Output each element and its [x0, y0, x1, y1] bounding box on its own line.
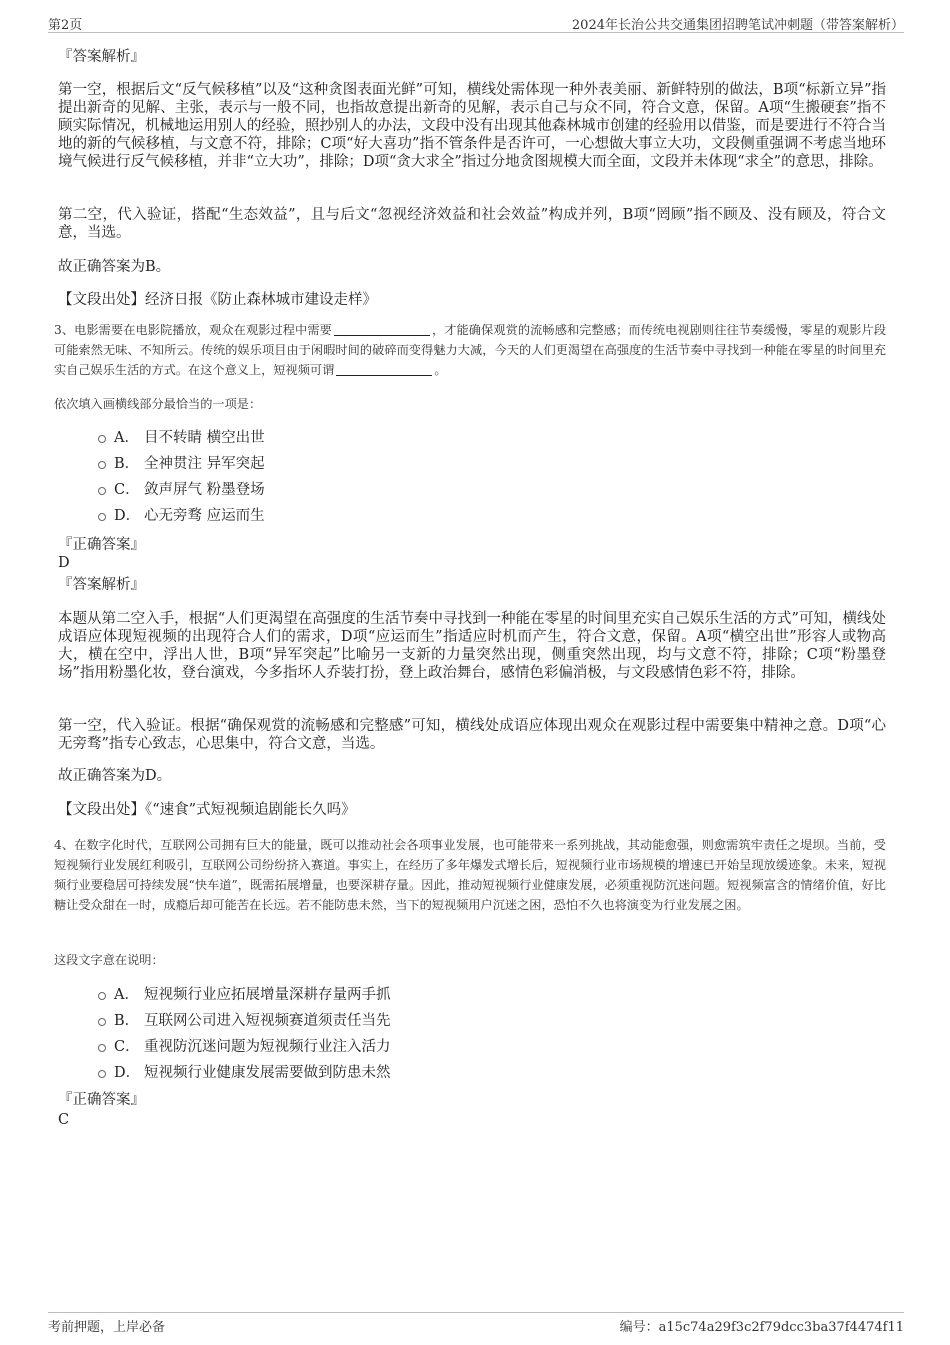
q3-option-c[interactable]: C． 敛声屏气 粉墨登场 — [98, 480, 265, 500]
analysis-paragraph-2: 第一空，代入验证。根据“确保观赏的流畅感和完整感”可知，横线处成语应体现出观众在观影过程中需要集中精神之意。D项“心无旁骛”指专心致志，心思集中，符合文意，当选。 — [58, 718, 886, 752]
page-footer — [48, 1312, 904, 1333]
question-3-prompt: 依次填入画横线部分最恰当的一项是： — [54, 397, 262, 411]
q4-option-a[interactable]: A． 短视频行业应拓展增量深耕存量两手抓 — [98, 985, 391, 1005]
q3-option-d[interactable]: D． 心无旁骛 应运而生 — [98, 506, 265, 526]
radio-button-icon[interactable] — [98, 1070, 106, 1078]
radio-button-icon[interactable] — [98, 992, 106, 1000]
analysis-label: 『答案解析』 — [58, 577, 145, 593]
radio-button-icon[interactable] — [98, 1044, 106, 1052]
analysis-paragraph-2: 第二空，代入验证，搭配“生态效益”，且与后文“忽视经济效益和社会效益”构成并列，B项“罔顾”指不顾及、没有顾及，符合文意，当选。 — [58, 207, 886, 241]
analysis-label: 『答案解析』 — [58, 49, 145, 65]
page-number: 第2页 — [48, 18, 83, 33]
footer-slogan: 考前押题，上岸必备 — [48, 1320, 166, 1335]
page-header — [48, 14, 904, 33]
fill-blank-2 — [336, 374, 432, 376]
source-citation: 【文段出处】《“速食”式短视频追剧能长久吗》 — [58, 802, 356, 818]
document-title: 2024年长治公共交通集团招聘笔试冲刺题（带答案解析） — [571, 18, 904, 33]
analysis-answer: 故正确答案为B。 — [58, 259, 171, 275]
correct-answer-value: C — [58, 1112, 70, 1128]
radio-button-icon[interactable] — [98, 435, 106, 443]
radio-button-icon[interactable] — [98, 513, 106, 521]
source-citation: 【文段出处】经济日报《防止森林城市建设走样》 — [58, 292, 377, 308]
q4-option-b[interactable]: B． 互联网公司进入短视频赛道须责任当先 — [98, 1011, 391, 1031]
analysis-paragraph-1: 本题从第二空入手，根据“人们更渴望在高强度的生活节奏中寻找到一种能在零星的时间里充实自己娱乐生活的方式”可知，横线处成语应体现短视频的出现符合人们的需求，D项“应运而生”指适应时机而产生，符合文意，保留。A项“横空出世”形容人或物高大，横在空中，浮出人世，B项“异军突起”比喻另一支新的力量突然出现，侧重突然出现，均与文意不符，排除；C项“粉墨登场”指用粉墨化妆，登台演戏，今多指坏人乔装打扮，登上政治舞台，感情色彩偏消极，与文段感情色彩不符，排除。 — [58, 611, 886, 681]
q4-option-d[interactable]: D． 短视频行业健康发展需要做到防患未然 — [98, 1063, 391, 1083]
correct-answer-label: 『正确答案』 — [58, 1092, 145, 1108]
question-4-prompt: 这段文字意在说明： — [54, 953, 164, 967]
question-3-text: 3、电影需要在电影院播放，观众在观影过程中需要 ，才能确保观赏的流畅感和完整感；而传统电视剧则往往节奏缓慢，零星的观影片段可能索然无味、不知所云。传统的娱乐项目由于闲暇时间的破碎而变得魅力大减，今天的人们更渴望在高强度的生活节奏中寻找到一种能在零星的时间里充实自己娱乐生活的方式。在这个意义上，短视频可谓 。 — [54, 323, 887, 377]
analysis-answer: 故正确答案为D。 — [58, 768, 172, 784]
document-code: 编号：a15c74a29f3c2f79dcc3ba37f4474f11 — [619, 1320, 904, 1335]
q3-option-a[interactable]: A． 目不转睛 横空出世 — [98, 428, 265, 448]
analysis-paragraph-1: 第一空，根据后文“反气候移植”以及“这种贪图表面光鲜”可知，横线处需体现一种外表美丽、新鲜特别的做法，B项“标新立异”指提出新奇的见解、主张，表示与一般不同，也指故意提出新奇的见解，表示自己与众不同，符合文意，保留。A项“生搬硬套”指不顾实际情况，机械地运用别人的经验，照抄别人的办法，文段中没有出现其他森林城市创建的经验用以借鉴，而是要进行不符合当地的新的气候移植，与文意不符，排除；C项“好大喜功”指不管条件是否许可，一心想做大事立大功，文段侧重强调不考虑当地环境气候进行反气候移植，并非“立大功”，排除；D项“贪大求全”指过分地贪图规模大而全面，文段并未体现“求全”的意思，排除。 — [58, 82, 886, 170]
correct-answer-label: 『正确答案』 — [58, 537, 145, 553]
question-4-text: 4、在数字化时代，互联网公司拥有巨大的能量，既可以推动社会各项事业发展，也可能带来一系列挑战，其动能愈强，则愈需筑牢责任之堤坝。当前，受短视频行业发展红利吸引，互联网公司纷纷挤入赛道。事实上，在经历了多年爆发式增长后，短视频行业市场规模的增速已开始呈现放缓迹象。未来，短视频行业要稳居可持续发展“快车道”，既需拓展增量，也要深耕存量。因此，推动短视频行业健康发展，必须重视防沉迷问题。短视频富含的情绪价值，好比糖让受众甜在一时，成瘾后却可能苦在长远。若不能防患未然，当下的短视频用户沉迷之困，恐怕不久也将演变为行业发展之困。 — [54, 838, 886, 912]
fill-blank-1 — [334, 334, 430, 336]
q3-option-b[interactable]: B． 全神贯注 异军突起 — [98, 454, 265, 474]
radio-button-icon[interactable] — [98, 1018, 106, 1026]
radio-button-icon[interactable] — [98, 487, 106, 495]
correct-answer-value: D — [58, 555, 70, 571]
q4-option-c[interactable]: C． 重视防沉迷问题为短视频行业注入活力 — [98, 1037, 391, 1057]
radio-button-icon[interactable] — [98, 461, 106, 469]
